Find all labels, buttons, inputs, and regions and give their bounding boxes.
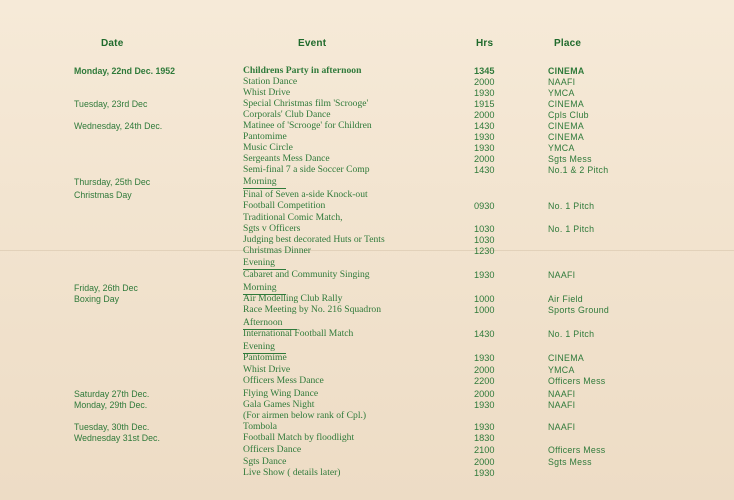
hrs-cell: 1930 xyxy=(474,132,495,142)
event-cell: Football Competition xyxy=(243,200,326,211)
hrs-cell: 1230 xyxy=(474,246,495,256)
date-cell: Thursday, 25th Dec xyxy=(74,177,151,187)
hrs-cell: 2000 xyxy=(474,365,495,375)
date-cell: Friday, 26th Dec xyxy=(74,283,138,293)
event-cell: Officers Dance xyxy=(243,444,302,455)
header-place: Place xyxy=(554,38,582,49)
event-cell: Music Circle xyxy=(243,142,293,153)
table-row xyxy=(0,304,734,316)
event-cell: Evening xyxy=(243,257,275,268)
table-row xyxy=(0,444,734,456)
event-cell: Matinee of 'Scrooge' for Children xyxy=(243,120,372,131)
table-row xyxy=(0,432,734,444)
hrs-cell: 1930 xyxy=(474,422,495,432)
place-cell: No. 1 Pitch xyxy=(548,224,595,234)
place-cell: CINEMA xyxy=(548,66,585,76)
hrs-cell: 1000 xyxy=(474,294,495,304)
date-cell: Wednesday, 24th Dec. xyxy=(74,121,163,131)
table-row xyxy=(0,328,734,340)
place-cell: YMCA xyxy=(548,143,575,153)
event-cell: Morning xyxy=(243,282,277,293)
event-cell: Pantomime xyxy=(243,352,287,363)
hrs-cell: 1930 xyxy=(474,270,495,280)
date-cell: Boxing Day xyxy=(74,294,119,304)
place-cell: YMCA xyxy=(548,365,575,375)
hrs-cell: 1930 xyxy=(474,88,495,98)
hrs-cell: 1930 xyxy=(474,400,495,410)
place-cell: YMCA xyxy=(548,88,575,98)
table-row xyxy=(0,164,734,176)
hrs-cell: 1930 xyxy=(474,143,495,153)
place-cell: NAAFI xyxy=(548,400,576,410)
place-cell: CINEMA xyxy=(548,121,585,131)
event-cell: Football Match by floodlight xyxy=(243,432,355,443)
hrs-cell: 2100 xyxy=(474,445,495,455)
table-row xyxy=(0,176,734,188)
table-row xyxy=(0,269,734,281)
place-cell: No. 1 Pitch xyxy=(548,201,595,211)
header-date: Date xyxy=(101,38,124,49)
event-cell: Final of Seven a-side Knock-out xyxy=(243,189,368,200)
hrs-cell: 2200 xyxy=(474,376,495,386)
event-cell: Whist Drive xyxy=(243,87,291,98)
table-row xyxy=(0,257,734,269)
place-cell: No.1 & 2 Pitch xyxy=(548,165,609,175)
event-cell: Sgts Dance xyxy=(243,456,287,467)
event-cell: Childrens Party in afternoon xyxy=(243,65,362,76)
event-cell: Traditional Comic Match, xyxy=(243,212,343,223)
hrs-cell: 2000 xyxy=(474,77,495,87)
place-cell: CINEMA xyxy=(548,353,585,363)
date-cell: Wednesday 31st Dec. xyxy=(74,433,160,443)
event-cell: Air Modelling Club Rally xyxy=(243,293,343,304)
place-cell: CINEMA xyxy=(548,99,585,109)
event-cell: Cabaret and Community Singing xyxy=(243,269,370,280)
date-cell: Christmas Day xyxy=(74,190,132,200)
event-cell: International Football Match xyxy=(243,328,354,339)
hrs-cell: 2000 xyxy=(474,154,495,164)
place-cell: Officers Mess xyxy=(548,376,606,386)
table-row xyxy=(0,245,734,257)
hrs-cell: 1030 xyxy=(474,235,495,245)
hrs-cell: 1000 xyxy=(474,305,495,315)
hrs-cell: 1430 xyxy=(474,165,495,175)
hrs-cell: 1430 xyxy=(474,121,495,131)
place-cell: NAAFI xyxy=(548,422,576,432)
header-event: Event xyxy=(298,38,327,49)
date-cell: Monday, 29th Dec. xyxy=(74,400,148,410)
event-cell: Judging best decorated Huts or Tents xyxy=(243,234,385,245)
event-cell: Evening xyxy=(243,341,275,352)
event-cell: Afternoon xyxy=(243,317,283,328)
event-cell: Whist Drive xyxy=(243,364,291,375)
header-hrs: Hrs xyxy=(476,38,494,49)
event-cell: Sergeants Mess Dance xyxy=(243,153,330,164)
hrs-cell: 1345 xyxy=(474,66,495,76)
date-cell: Saturday 27th Dec. xyxy=(74,389,150,399)
table-row xyxy=(0,200,734,212)
place-cell: Air Field xyxy=(548,294,583,304)
hrs-cell: 1930 xyxy=(474,468,495,478)
hrs-cell: 1930 xyxy=(474,353,495,363)
event-cell: Sgts v Officers xyxy=(243,223,301,234)
place-cell: NAAFI xyxy=(548,77,576,87)
table-row xyxy=(0,375,734,387)
place-cell: Cpls Club xyxy=(548,110,589,120)
hrs-cell: 1430 xyxy=(474,329,495,339)
hrs-cell: 0930 xyxy=(474,201,495,211)
place-cell: NAAFI xyxy=(548,270,576,280)
event-cell: Semi-final 7 a side Soccer Comp xyxy=(243,164,370,175)
place-cell: Sgts Mess xyxy=(548,457,592,467)
hrs-cell: 2000 xyxy=(474,110,495,120)
table-row xyxy=(0,352,734,364)
place-cell: Sgts Mess xyxy=(548,154,592,164)
event-cell: Special Christmas film 'Scrooge' xyxy=(243,98,369,109)
place-cell: No. 1 Pitch xyxy=(548,329,595,339)
hrs-cell: 1830 xyxy=(474,433,495,443)
hrs-cell: 2000 xyxy=(474,457,495,467)
place-cell: CINEMA xyxy=(548,132,585,142)
event-cell: (For airmen below rank of Cpl.) xyxy=(243,410,367,421)
table-row xyxy=(0,467,734,479)
place-cell: NAAFI xyxy=(548,389,576,399)
place-cell: Sports Ground xyxy=(548,305,610,315)
event-cell: Officers Mess Dance xyxy=(243,375,324,386)
event-cell: Christmas Dinner xyxy=(243,245,311,256)
event-cell: Tombola xyxy=(243,421,277,432)
event-cell: Corporals' Club Dance xyxy=(243,109,331,120)
date-cell: Monday, 22nd Dec. 1952 xyxy=(74,66,176,76)
date-cell: Tuesday, 30th Dec. xyxy=(74,422,150,432)
event-cell: Race Meeting by No. 216 Squadron xyxy=(243,304,382,315)
hrs-cell: 1030 xyxy=(474,224,495,234)
place-cell: Officers Mess xyxy=(548,445,606,455)
hrs-cell: 2000 xyxy=(474,389,495,399)
event-cell: Flying Wing Dance xyxy=(243,388,319,399)
event-cell: Station Dance xyxy=(243,76,298,87)
hrs-cell: 1915 xyxy=(474,99,495,109)
event-cell: Gala Games Night xyxy=(243,399,315,410)
event-cell: Live Show ( details later) xyxy=(243,467,341,478)
event-cell: Pantomime xyxy=(243,131,287,142)
date-cell: Tuesday, 23rd Dec xyxy=(74,99,148,109)
event-cell: Morning xyxy=(243,176,277,187)
